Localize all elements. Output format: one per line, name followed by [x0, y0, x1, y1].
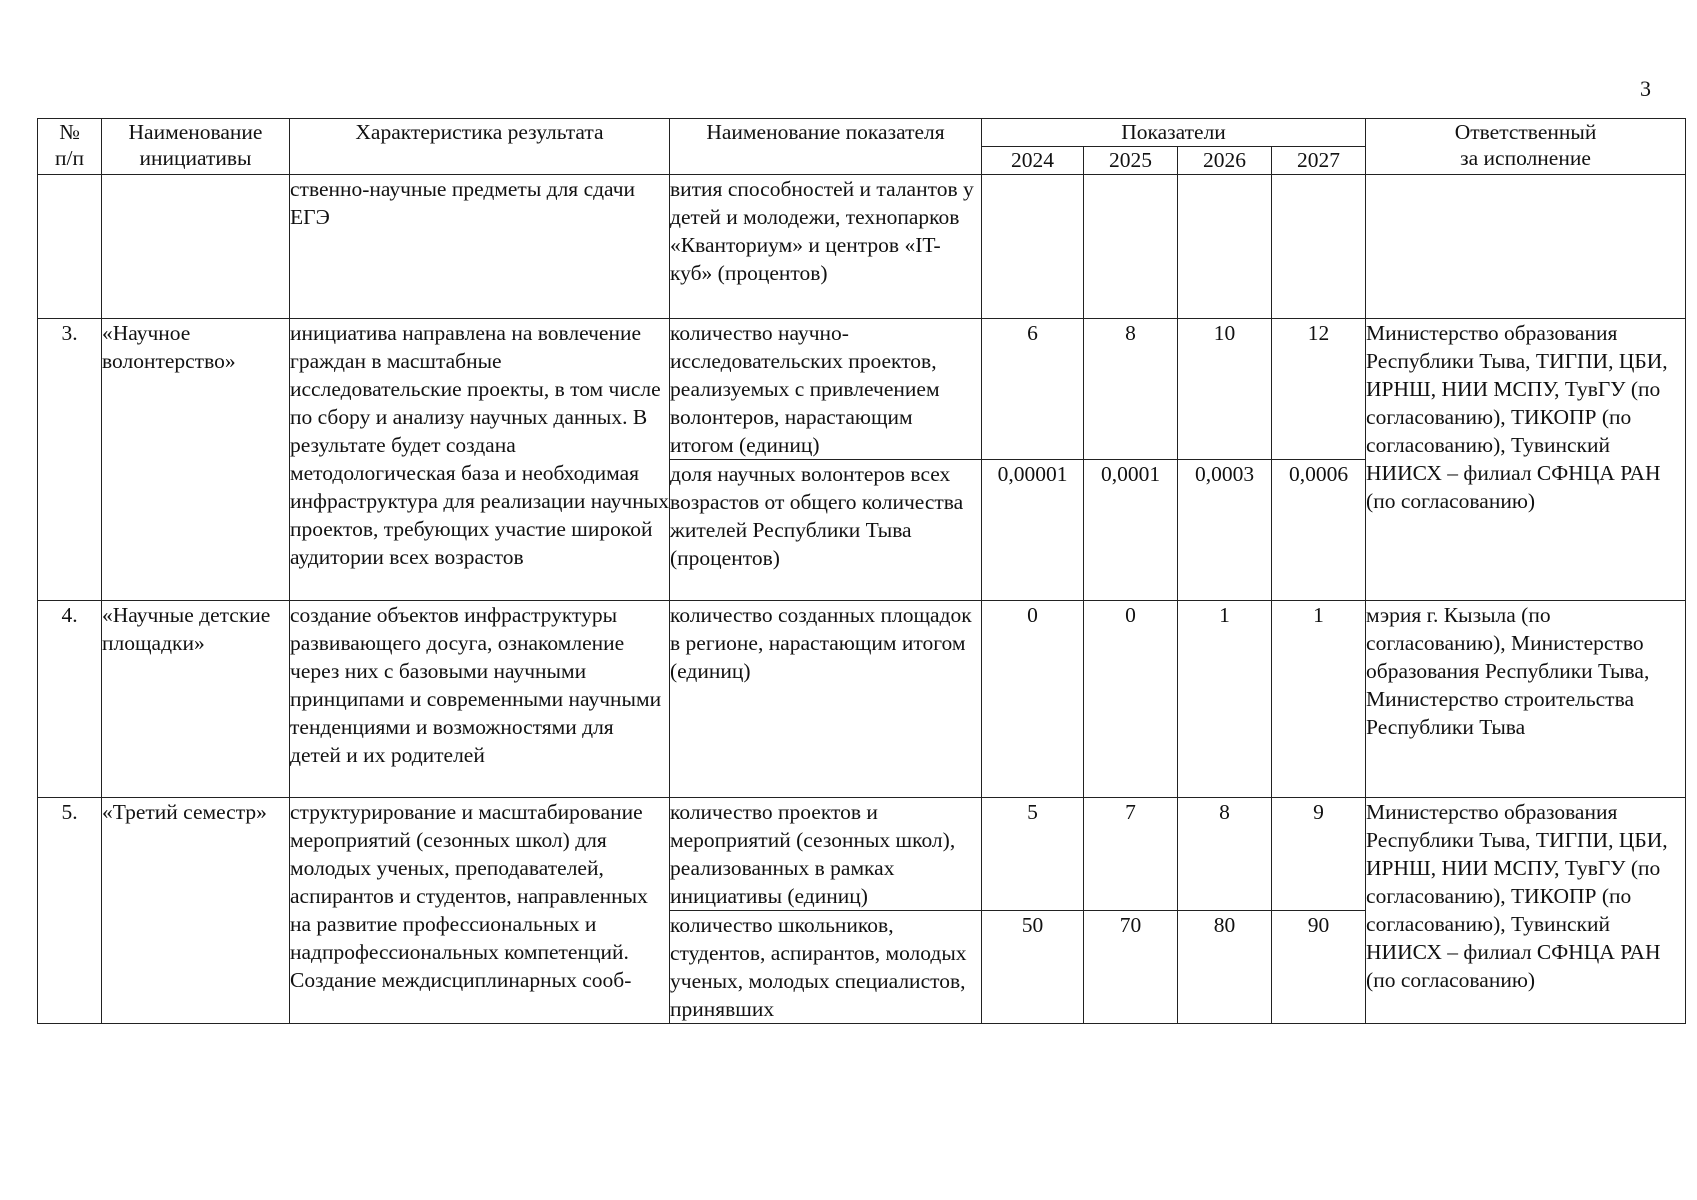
- row-value: 0,0001: [1084, 460, 1178, 601]
- row-initiative-name: «Научное волонтерство»: [102, 319, 290, 601]
- row-value: [1084, 175, 1178, 319]
- row-indicator-name: количество созданных площадок в регионе, нарастающим итогом (единиц): [670, 601, 982, 798]
- row-num: [38, 175, 102, 319]
- row-value: 70: [1084, 911, 1178, 1024]
- row-value: 1: [1178, 601, 1272, 798]
- row-value: [1272, 175, 1366, 319]
- header-year: 2024: [982, 147, 1084, 175]
- row-value: 80: [1178, 911, 1272, 1024]
- row-value: 0: [982, 601, 1084, 798]
- row-characteristic: ственно-научные предметы для сдачи ЕГЭ: [290, 175, 670, 319]
- row-value: [1178, 175, 1272, 319]
- row-indicator-name: количество проектов и мероприятий (сезонных школ), реализованных в рамках инициативы (единиц): [670, 798, 982, 911]
- row-indicator-name: доля научных волонтеров всех возрастов от общего количества жителей Республики Тыва (процентов): [670, 460, 982, 601]
- row-characteristic: структурирование и масштабирование мероприятий (сезонных школ) для молодых ученых, преподавателей, аспирантов и студентов, направленных на развитие профессиональных и надпрофессиональных компетенций. Создание междисциплинарных сооб-: [290, 798, 670, 1024]
- row-num: 5.: [38, 798, 102, 1024]
- row-value: 90: [1272, 911, 1366, 1024]
- row-responsible: [1366, 175, 1686, 319]
- table-row: [38, 319, 1686, 460]
- page-number: 3: [1640, 76, 1651, 101]
- header-initiative-name: Наименование инициативы: [102, 119, 290, 175]
- table-row: [38, 175, 1686, 319]
- row-value: 12: [1272, 319, 1366, 460]
- row-value: 0: [1084, 601, 1178, 798]
- header-year: 2027: [1272, 147, 1366, 175]
- row-initiative-name: [102, 175, 290, 319]
- header-indicator: Наименование показателя: [670, 119, 982, 175]
- header-num: № п/п: [38, 119, 102, 175]
- header-values-group: Показатели: [982, 119, 1366, 147]
- table-row: [38, 601, 1686, 798]
- row-value: 9: [1272, 798, 1366, 911]
- row-initiative-name: «Третий семестр»: [102, 798, 290, 1024]
- row-responsible: Министерство образования Республики Тыва, ТИГПИ, ЦБИ, ИРНШ, НИИ МСПУ, ТувГУ (по согласованию), ТИКОПР (по согласованию), Тувинский НИИСХ – филиал СФНЦА РАН (по согласованию): [1366, 798, 1686, 1024]
- initiatives-table: [37, 118, 1686, 1024]
- row-num: 3.: [38, 319, 102, 601]
- row-value: 50: [982, 911, 1084, 1024]
- header-responsible: Ответственный за исполнение: [1366, 119, 1686, 175]
- row-responsible: Министерство образования Республики Тыва, ТИГПИ, ЦБИ, ИРНШ, НИИ МСПУ, ТувГУ (по согласованию), ТИКОПР (по согласованию), Тувинский НИИСХ – филиал СФНЦА РАН (по согласованию): [1366, 319, 1686, 601]
- table-row: [38, 798, 1686, 911]
- row-value: 0,0003: [1178, 460, 1272, 601]
- row-value: [982, 175, 1084, 319]
- row-value: 1: [1272, 601, 1366, 798]
- row-indicator-name: количество научно-исследовательских проектов, реализуемых с привлечением волонтеров, нарастающим итогом (единиц): [670, 319, 982, 460]
- row-characteristic: инициатива направлена на вовлечение граждан в масштабные исследовательские проекты, в том числе по сбору и анализу научных данных. В результате будет создана методологическая база и необходимая инфраструктура для реализации научных проектов, требующих участие широкой аудитории всех возрастов: [290, 319, 670, 601]
- row-indicator-name: количество школьников, студентов, аспирантов, молодых ученых, молодых специалистов, принявших: [670, 911, 982, 1024]
- row-value: 6: [982, 319, 1084, 460]
- header-year: 2025: [1084, 147, 1178, 175]
- row-value: 5: [982, 798, 1084, 911]
- row-value: 0,00001: [982, 460, 1084, 601]
- row-value: 7: [1084, 798, 1178, 911]
- header-characteristic: Характеристика результата: [290, 119, 670, 175]
- row-indicator-name: вития способностей и талантов у детей и молодежи, технопарков «Кванториум» и центров «IT-куб» (процентов): [670, 175, 982, 319]
- row-value: 8: [1178, 798, 1272, 911]
- row-initiative-name: «Научные детские площадки»: [102, 601, 290, 798]
- row-value: 8: [1084, 319, 1178, 460]
- row-value: 10: [1178, 319, 1272, 460]
- row-num: 4.: [38, 601, 102, 798]
- row-responsible: мэрия г. Кызыла (по согласованию), Министерство образования Республики Тыва, Министерство строительства Республики Тыва: [1366, 601, 1686, 798]
- row-characteristic: создание объектов инфраструктуры развивающего досуга, ознакомление через них с базовыми научными принципами и современными научными тенденциями и возможностями для детей и их родителей: [290, 601, 670, 798]
- row-value: 0,0006: [1272, 460, 1366, 601]
- header-year: 2026: [1178, 147, 1272, 175]
